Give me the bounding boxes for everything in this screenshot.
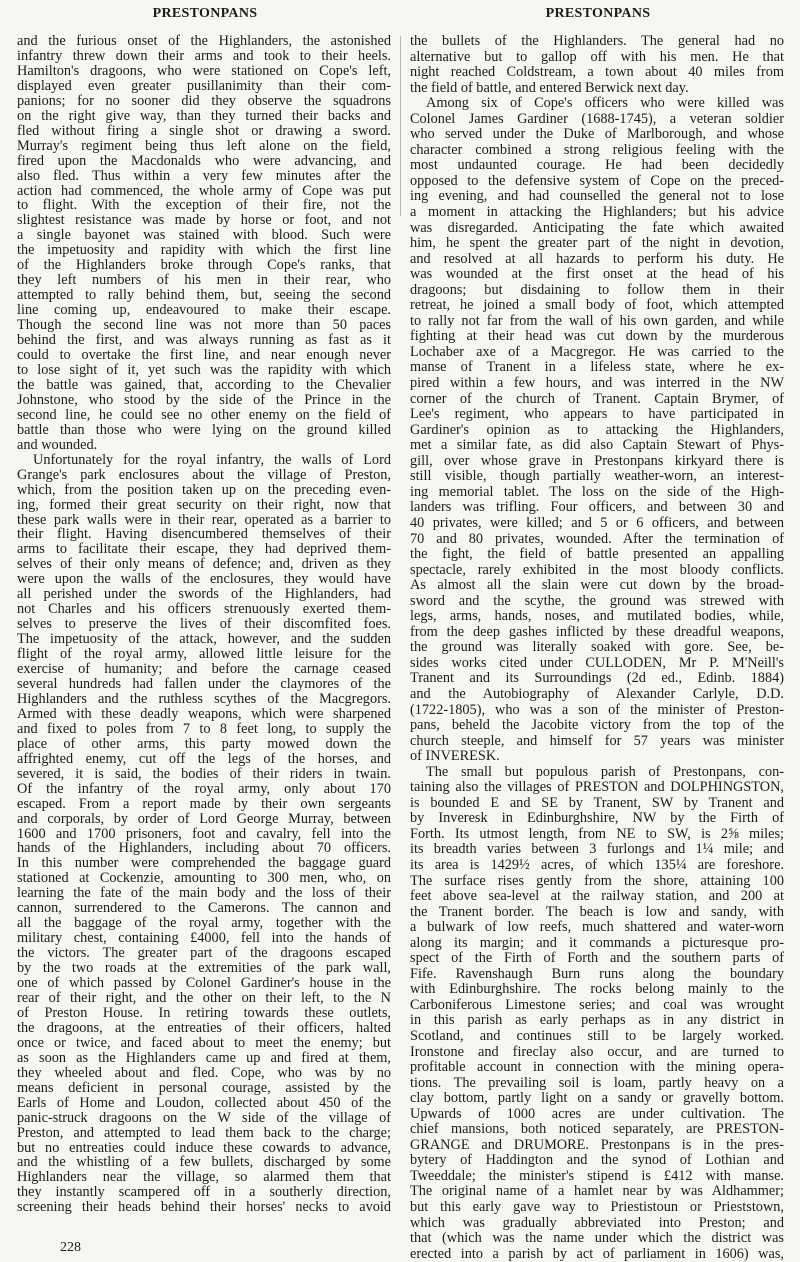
text-line: As almost all the slain were cut down by the broad- xyxy=(410,577,784,594)
text-line: their flight. Having disencumbered themselves of their xyxy=(17,526,391,543)
text-line: behind the first, and was always running as fast as it xyxy=(17,332,391,349)
page-number: 228 xyxy=(60,1240,81,1255)
text-line: could to overtake the first line, and near enough never xyxy=(17,347,391,364)
text-line: of the Highlanders broke through Cope's ranks, that xyxy=(17,257,391,274)
text-line: opposed to the defensive system of Cope on the preced- xyxy=(410,172,784,189)
text-line: Forth. Its utmost length, from NE to SW, is 2⅝ miles; xyxy=(410,825,784,842)
text-line: stationed at Cockenzie, amounting to 300 men, who, on xyxy=(17,870,391,887)
text-line: by the two roads at the extremities of the park wall, xyxy=(17,960,391,977)
text-line: spect of the Firth of Forth and the southern parts of xyxy=(410,950,784,967)
column-divider xyxy=(400,36,401,216)
text-line: place of other arms, this party mowed down the xyxy=(17,735,391,752)
text-line: they wheeled about and fled. Cope, who was by no xyxy=(17,1064,391,1081)
text-line: 1600 and 1700 prisoners, foot and cavalry, fell into the xyxy=(17,825,391,842)
text-line: character combined a strong religious feeling with the xyxy=(410,141,784,158)
text-line: not Charles and his officers strenuously exerted them- xyxy=(17,601,391,618)
text-line: arms to facilitate their escape, they had deprived them- xyxy=(17,541,391,558)
text-line: by Inveresk in Edinburghshire, NW by the Firth of xyxy=(410,810,784,827)
text-line: to flight. With the exception of their fire, not the xyxy=(17,197,391,214)
paragraph xyxy=(17,34,391,453)
text-line: the impetuosity and rapidity with which the first line xyxy=(17,242,391,259)
text-line: retreat, he joined a small body of foot, which attempted xyxy=(410,297,784,314)
text-line: clay bottom, partly light on a sandy or gravelly bottom. xyxy=(410,1090,784,1107)
running-header-left: PRESTONPANS xyxy=(152,6,258,21)
text-line: infantry threw down their arms and took to their heels. xyxy=(17,47,391,64)
text-line: still visible, though partially weather-worn, an interest- xyxy=(410,468,784,485)
text-line: 70 and 80 privates, wounded. After the termination of xyxy=(410,530,784,547)
text-line: Lochaber axe of a Macgregor. He was carried to the xyxy=(410,343,784,360)
text-line: a bulwark of low reefs, much shattered and water-worn xyxy=(410,919,784,936)
text-line: and the Autobiography of Alexander Carlyle, D.D. xyxy=(410,685,784,702)
text-line: (1722-1805), who was a son of the minister of Preston- xyxy=(410,701,784,718)
text-line: Earls of Home and Loudon, collected about 450 of the xyxy=(17,1094,391,1111)
text-line: along its margin; and it commands a picturesque pro- xyxy=(410,934,784,951)
text-line: second line, he could see no other enemy on the field of xyxy=(17,406,391,423)
text-line: church steeple, and himself for 57 years was minister xyxy=(410,732,784,749)
text-line: Lee's regiment, who appears to have participated in xyxy=(410,406,784,423)
text-line: Highlanders and the ruthless scythes of the Macgregors. xyxy=(17,690,391,707)
text-line: of INVERESK. xyxy=(410,748,500,765)
text-line: pired within a few hours, and was interred in the NW xyxy=(410,375,784,392)
text-line: taining also the villages of PRESTON and DOLPHINGSTON, xyxy=(410,779,784,796)
text-line: that (which was the name under which the district was xyxy=(410,1230,784,1247)
text-line: spectacle, rarely exhibited in the most bloody conflicts. xyxy=(410,561,784,578)
text-line: bytery of Haddington and the synod of Lothian and xyxy=(410,1152,784,1169)
text-line: tions. The prevailing soil is loam, partly heavy on a xyxy=(410,1074,784,1091)
text-line: who served under the Duke of Marlborough, and whose xyxy=(410,126,784,143)
text-line: most undaunted courage. He had been decidedly xyxy=(410,157,784,174)
text-line: and resolved at all hazards to perform his duty. He xyxy=(410,250,784,267)
text-line: escaped. From a report made by their own sergeants xyxy=(17,795,391,812)
text-line: action had commenced, the whole army of Cope was put xyxy=(17,182,391,199)
text-line: and corporals, by order of Lord George Murray, between xyxy=(17,810,391,827)
text-line: selves to preserve the lives of their discomfited foes. xyxy=(17,616,391,633)
text-line: corner of the church of Tranent. Captain Brymer, of xyxy=(410,390,784,407)
text-line: The surface rises gently from the shore, attaining 100 xyxy=(410,872,784,889)
text-line: Gardiner's opinion as to attacking the Highlanders, xyxy=(410,421,784,438)
text-line: the fight, the field of battle presented an appalling xyxy=(410,546,784,563)
text-line: was disregarded. Anticipating the fate which awaited xyxy=(410,219,784,236)
text-line: Tweeddale; the minister's stipend is £412 with manse. xyxy=(410,1167,784,1184)
text-line: they left numbers of his men in their rear, who xyxy=(17,272,391,289)
text-line: means deficient in personal courage, assisted by the xyxy=(17,1079,391,1096)
text-line: Highlanders near the village, so alarmed them that xyxy=(17,1169,391,1186)
text-line: attempted to rally behind them, but, seeing the second xyxy=(17,287,391,304)
text-line: were upon the walls of the enclosures, they would have xyxy=(17,571,391,588)
text-line: learning the fate of the main body and the loss of their xyxy=(17,885,391,902)
left-column xyxy=(17,34,391,1215)
text-line: Scotland, and continues still to be largely worked. xyxy=(410,1028,784,1044)
text-line: a moment in attacking the Highlanders; but his advice xyxy=(410,204,784,221)
text-line: but no entreaties could induce these cowards to advance, xyxy=(17,1139,391,1156)
text-line: rear of their right, and the other on their left, to the N xyxy=(17,990,391,1006)
text-line: screening their heads behind their horses' necks to avoid xyxy=(17,1199,391,1216)
text-line: Carboniferous Limestone series; and coal was wrought xyxy=(410,996,784,1013)
text-line: The impetuosity of the attack, however, and the sudden xyxy=(17,631,391,648)
text-line: they instantly scampered off in a southerly direction, xyxy=(17,1184,391,1201)
text-line: battle than those who were lying on the ground killed xyxy=(17,421,391,438)
text-line: fled without firing a single shot or drawing a sword. xyxy=(17,122,391,139)
text-line: Upwards of 1000 acres are under cultivation. The xyxy=(410,1105,784,1122)
text-line: all the baggage of the royal army, together with the xyxy=(17,915,391,932)
text-line: and wounded. xyxy=(17,436,98,453)
text-line: flight of the royal army, allowed little leisure for the xyxy=(17,646,391,663)
paragraph xyxy=(410,96,784,765)
text-line: with Edinburghshire. The rocks belong mainly to the xyxy=(410,981,784,998)
text-line: In this number were comprehended the baggage guard xyxy=(17,855,391,872)
text-line: legs, arms, hands, noses, and mutilated bodies, while, xyxy=(410,608,784,625)
text-line: exercise of humanity; and before the carnage ceased xyxy=(17,661,391,678)
text-line: the bullets of the Highlanders. The general had no xyxy=(410,33,784,49)
text-line: the ground was literally soaked with gore. See, be- xyxy=(410,639,784,656)
text-line: as soon as the Highlanders came up and fired at them, xyxy=(17,1049,391,1066)
text-line: and the furious onset of the Highlanders, the astonished xyxy=(17,33,391,49)
text-line: its area is 1429½ acres, of which 135¼ are foreshore. xyxy=(410,856,784,873)
text-line: all perished under the swords of the Highlanders, had xyxy=(17,586,391,603)
text-line: met a similar fate, as did also Captain Stewart of Phys- xyxy=(410,437,784,454)
text-line: Colonel James Gardiner (1688-1745), a veteran soldier xyxy=(410,110,784,127)
text-line: 40 privates, were killed; and 5 or 6 officers, and between xyxy=(410,514,784,531)
text-line: ing memorial tablet. The loss on the side of the High- xyxy=(410,483,784,500)
text-line: fired upon the Macdonalds who were advancing, and xyxy=(17,152,391,169)
text-line: him, he spent the greater part of the night in devotion, xyxy=(410,235,784,252)
text-line: ing evening, and had counselled the general not to lose xyxy=(410,188,784,205)
text-line: to rally not far from the wall of his own garden, and while xyxy=(410,312,784,329)
text-line: The small but populous parish of Prestonpans, con- xyxy=(426,763,784,780)
text-line: Grange's park enclosures about the village of Preston, xyxy=(17,466,391,483)
text-line: landers was trifling. Four officers, and between 30 and xyxy=(410,499,784,516)
text-line: night reached Coldstream, a town about 40 miles from xyxy=(410,64,784,81)
text-line: selves of their only means of defence; and, driven as they xyxy=(17,556,391,573)
text-line: its breadth varies between 3 furlongs and 1¼ mile; and xyxy=(410,841,784,858)
text-line: the battle was gained, that, according to the Chevalier xyxy=(17,376,391,393)
text-line: pans, beheld the Jacobite victory from the top of the xyxy=(410,717,784,734)
text-line: also fled. Thus within a very few minutes after the xyxy=(17,167,391,184)
text-line: Hamilton's dragoons, who were stationed on Cope's left, xyxy=(17,62,391,79)
text-line: severed, it is said, the bodies of their riders in twain. xyxy=(17,765,391,782)
text-line: chief mansions, both noticed separately, are PRESTON- xyxy=(410,1121,784,1138)
text-line: the victors. The greater part of the dragoons escaped xyxy=(17,945,391,962)
text-line: erected into a parish by act of parliament in 1606) was, xyxy=(410,1245,784,1262)
text-line: in this parish as early perhaps as in any district in xyxy=(410,1012,784,1029)
text-line: the dragoons, at the entreaties of their officers, halted xyxy=(17,1019,391,1036)
text-line: sword and the scythe, the ground was strewed with xyxy=(410,592,784,609)
text-line: Ironstone and fireclay also occur, and are turned to xyxy=(410,1043,784,1060)
text-line: Fife. Ravenshaugh Burn runs along the boundary xyxy=(410,965,784,982)
text-line: which, from the position taken up on the preceding even- xyxy=(17,481,391,498)
text-line: one of which passed by Colonel Gardiner's house in the xyxy=(17,975,391,992)
text-line: cannon, surrendered to the Camerons. The cannon and xyxy=(17,900,391,917)
text-line: Murray's regiment being thus left alone on the field, xyxy=(17,137,391,154)
text-line: sides works cited under CULLODEN, Mr P. M'Neill's xyxy=(410,654,784,671)
text-line: on the right give way, than they turned their backs and xyxy=(17,107,391,124)
text-line: Armed with these deadly weapons, which were sharpened xyxy=(17,705,391,722)
right-column xyxy=(410,34,784,1262)
text-line: affrighted enemy, cut off the legs of the horses, and xyxy=(17,750,391,767)
paragraph xyxy=(17,453,391,1216)
text-line: to lose sight of it, yet such was the rapidity with which xyxy=(17,361,391,378)
text-line: was wounded at the first onset at the head of his xyxy=(410,266,784,283)
text-line: but this early gave way to Priestistoun or Prieststown, xyxy=(410,1199,784,1216)
running-header-right: PRESTONPANS xyxy=(545,6,651,21)
text-line: which was gradually abbreviated into Preston; and xyxy=(410,1214,784,1231)
text-line: once or twice, and faced about to meet the enemy; but xyxy=(17,1034,391,1051)
text-line: military chest, containing £4000, fell into the hands of xyxy=(17,930,391,947)
text-line: GRANGE and DRUMORE. Prestonpans is in the pres- xyxy=(410,1136,784,1153)
text-line: The original name of a hamlet near by was Aldhammer; xyxy=(410,1183,784,1200)
text-line: Unfortunately for the royal infantry, the walls of Lord xyxy=(33,451,391,468)
text-line: Though the second line was not more than 50 paces xyxy=(17,317,391,334)
text-line: profitable account in connection with the mining opera- xyxy=(410,1059,784,1076)
text-line: these park walls were in their rear, operated as a barrier to xyxy=(17,511,391,528)
text-line: Johnstone, who stood by the side of the Prince in the xyxy=(17,391,391,408)
text-line: the Tranent border. The beach is low and sandy, with xyxy=(410,903,784,920)
text-line: and the whistling of a few bullets, discharged by some xyxy=(17,1154,391,1171)
text-line: Among six of Cope's officers who were killed was xyxy=(426,95,784,112)
text-line: a single bayonet was stained with blood. Such were xyxy=(17,227,391,244)
text-line: of Preston House. In retiring towards these outlets, xyxy=(17,1004,391,1021)
text-line: panions; for no sooner did they observe the squadrons xyxy=(17,92,391,109)
text-line: Tranent and its Surroundings (2d ed., Edinb. 1884) xyxy=(410,670,784,687)
text-line: the field of battle, and entered Berwick next day. xyxy=(410,79,689,96)
text-line: displayed even greater pusillanimity than their com- xyxy=(17,77,391,94)
text-line: hands of the Highlanders, including about 70 officers. xyxy=(17,840,391,857)
text-line: several hundreds had fallen under the claymores of the xyxy=(17,675,391,692)
text-line: slightest resistance was made by horse or foot, and not xyxy=(17,212,391,229)
paragraph xyxy=(410,765,784,1262)
paragraph xyxy=(410,34,784,96)
text-line: fighting at their head was cut down by the murderous xyxy=(410,328,784,345)
text-line: from the deep gashes inflicted by these dreadful weapons, xyxy=(410,623,784,640)
text-line: and fixed to poles from 7 to 8 feet long, to supply the xyxy=(17,720,391,737)
text-line: panic-struck dragoons on the W side of the village of xyxy=(17,1109,391,1126)
text-line: alternative but to gallop off with his men. He that xyxy=(410,48,784,65)
text-line: is bounded E and SE by Tranent, SW by Tranent and xyxy=(410,794,784,811)
text-line: dragoons; but disdaining to follow them in their xyxy=(410,281,784,298)
text-line: gill, over whose grave in Prestonpans kirkyard there is xyxy=(410,452,784,469)
text-line: ing, formed their great security on their right, now that xyxy=(17,496,391,513)
text-line: line coming up, endeavoured to make their escape. xyxy=(17,302,391,319)
text-line: feet above sea-level at the railway station, and 200 at xyxy=(410,888,784,905)
text-line: Of the infantry of the royal army, only about 170 xyxy=(17,780,391,797)
text-line: manse of Tranent in a lifeless state, where he ex- xyxy=(410,359,784,376)
text-line: Preston, and attempted to lead them back to the charge; xyxy=(17,1124,391,1141)
